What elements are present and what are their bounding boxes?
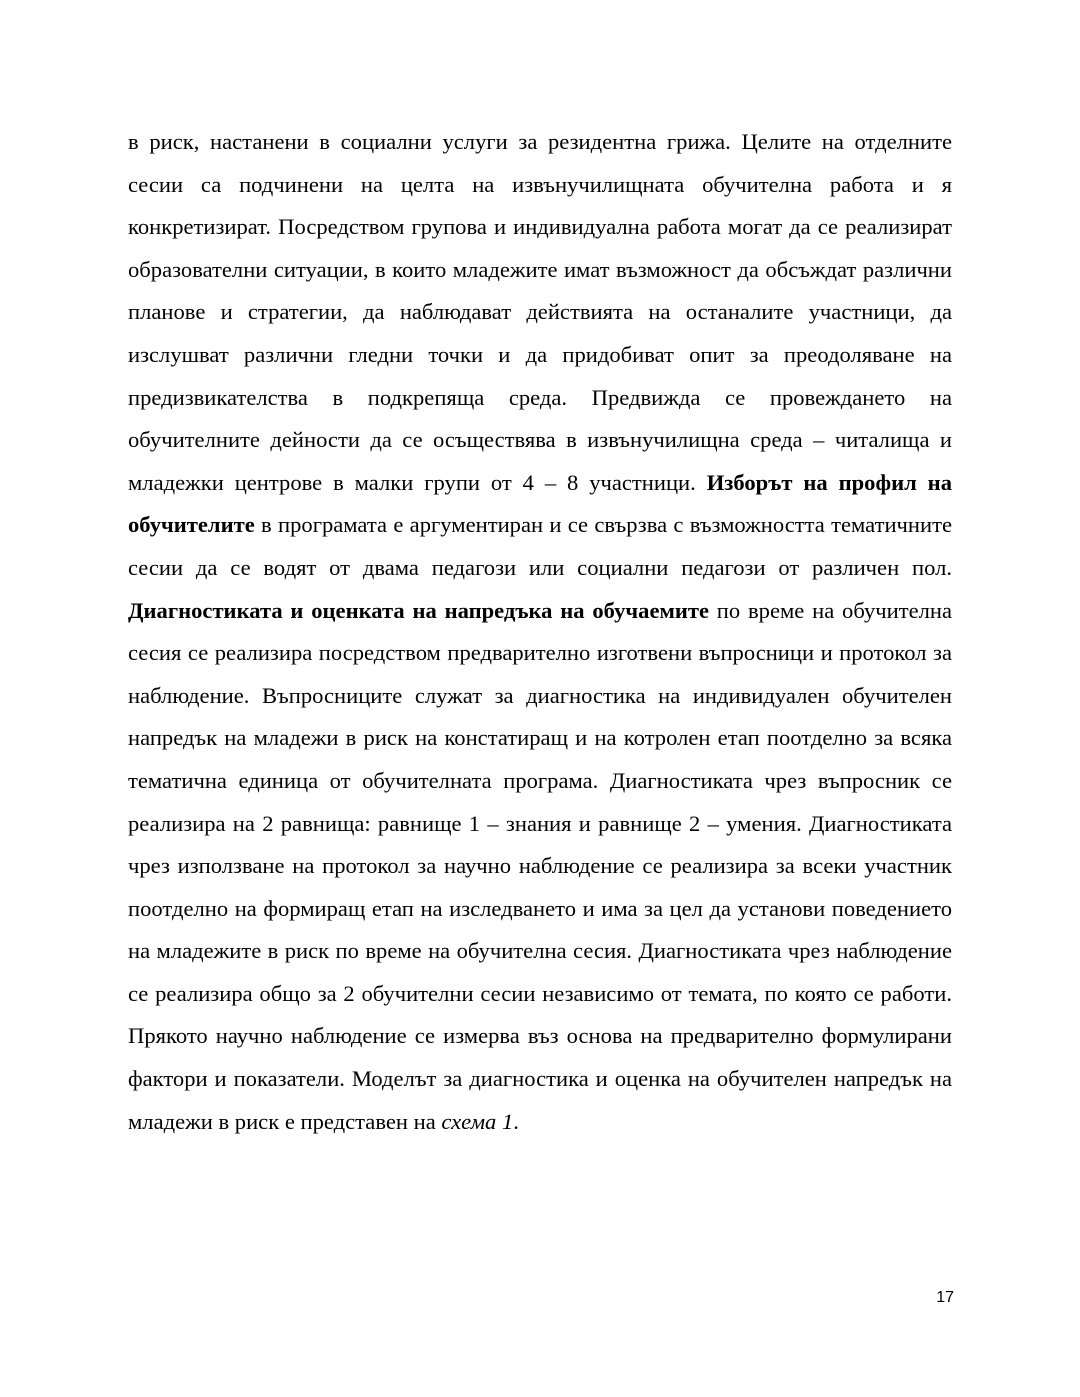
bold-phrase-trainer-profile: Изборът на профил на обучителите bbox=[128, 469, 952, 538]
bold-phrase-diagnostics: Диагностиката и оценката на напредъка на обучаемите bbox=[128, 597, 710, 623]
paragraph-text-4: . bbox=[513, 1108, 519, 1134]
body-paragraph bbox=[128, 121, 952, 1143]
paragraph-text-1: в риск, настанени в социални услуги за резидентна грижа. Целите на отделните сесии са подчинени на целта на извънучилищната обучителна работа и я конкретизират. Посредством групова и индивидуална работа могат да се реализират образователни ситуации, в които младежите имат възможност да обсъждат различни планове и стратегии, да наблюдават действията на останалите участници, да изслушват различни гледни точки и да придобиват опит за преодоляване на предизвикателства в подкрепяща среда. Предвижда се провеждането на обучителните дейности да се осъществява в извънучилищна среда – читалища и младежки центрове в малки групи от 4 – 8 участници. bbox=[128, 129, 952, 495]
paragraph-text-2: в програмата е аргументиран и се свързва с възможността тематичните сесии да се водят от двама педагози или социални педагози от различен пол. bbox=[128, 512, 952, 580]
italic-scheme-reference: схема 1 bbox=[441, 1108, 514, 1134]
paragraph-text-3: по време на обучителна сесия се реализира посредством предварително изготвени въпросници и протокол за наблюдение. Въпросниците служат за диагностика на индивидуален обучителен напредък на младежи в риск на констатиращ и на котролен етап поотделно за всяка тематична единица от обучителната програма. Диагностиката чрез въпросник се реализира на 2 равнища: равнище 1 – знания и равнище 2 – умения. Диагностиката чрез използване на протокол за научно наблюдение се реализира за всеки участник поотделно на формиращ етап на изследването и има за цел да установи поведението на младежите в риск по време на обучителна сесия. Диагностиката чрез наблюдение се реализира общо за 2 обучителни сесии независимо от темата, по която се работи. Прякото научно наблюдение се измерва въз основа на предварително формулирани фактори и показатели. Моделът за диагностика и оценка на обучителен напредък на младежи в риск е представен на bbox=[128, 597, 952, 1134]
page-number: 17 bbox=[936, 1289, 954, 1306]
